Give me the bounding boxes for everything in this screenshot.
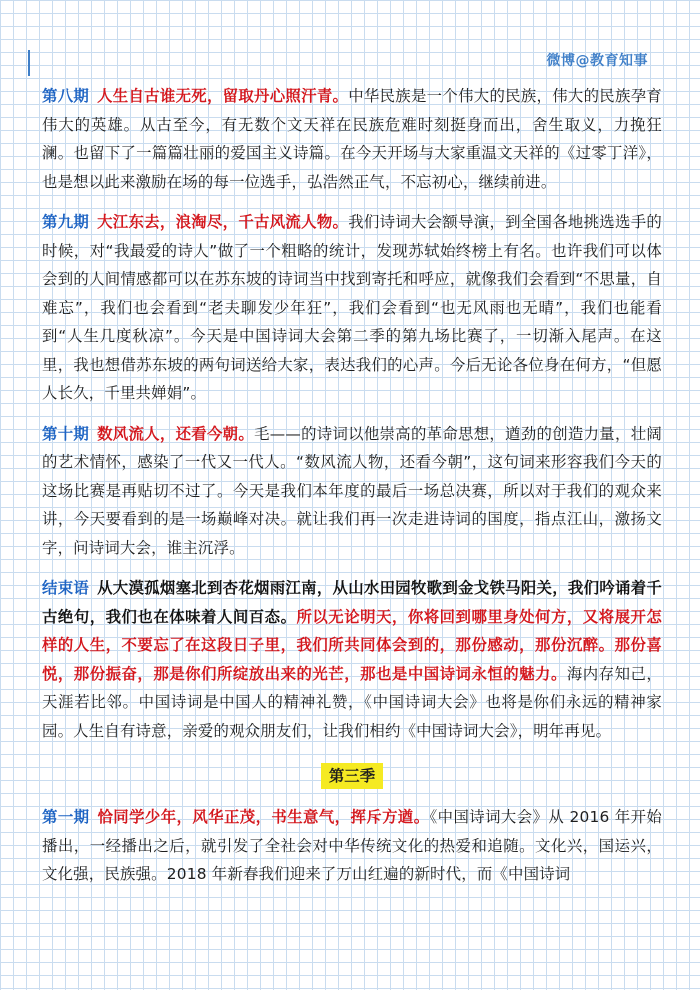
section-text: 我们诗词大会额导演，到全国各地挑选选手的时候，对“我最爱的诗人”做了一个粗略的统计，发现苏轼始终榜上有名。也许我们可以体会到的人间情感都可以在苏东坡的诗词当中找到寄托和呼应，就像我们会看到“不思量，自难忘”，我们也会看到“老夫聊发少年狂”，我们会看到“也无风雨也无晴”，我们也能看到“人生几度秋凉”。今天是中国诗词大会第二季的第九场比赛了，一切渐入尾声。在这里，我也想借苏东坡的两句词送给大家，表达我们的心声。今后无论各位身在何方，“但愿人长久，千里共婵娟”。 bbox=[42, 213, 662, 402]
section-bold-text: 从大漠孤烟塞北到杏花烟雨江南，从山水田园牧歌到金戈铁马阳关，我们吟诵着千古绝句，我们也在体味着人间百态。 bbox=[42, 579, 662, 626]
season-heading-wrap bbox=[42, 763, 662, 789]
section-text: 毛——的诗词以他崇高的革命思想，遒劲的创造力量，壮阔的艺术情怀，感染了一代又一代人。“数风流人物，还看今朝”，这句词来形容我们今天的这场比赛是再贴切不过了。今天是我们本年度的最后一场总决赛，所以对于我们的观众来讲，今天要看到的是一场巅峰对决。就让我们再一次走进诗词的国度，指点江山，激扬文字，问诗词大会，谁主沉浮。 bbox=[42, 424, 662, 557]
section-label: 第九期 bbox=[42, 213, 90, 231]
section-headline: 所以无论明天，你将回到哪里身处何方，又将展开怎样的人生，不要忘了在这段日子里，我们所共同体会到的，那份感动，那份沉醉。那份喜悦，那份振奋，那是你们所绽放出来的光芒，那也是中国诗词永恒的魅力。 bbox=[42, 607, 662, 683]
section-label: 结束语 bbox=[42, 579, 90, 597]
section-text: 《中国诗词大会》从 2016 年开始播出，一经播出之后，就引发了全社会对中华传统文化的热爱和追随。文化兴，国运兴，文化强，民族强。2018 年新春我们迎来了万山红遍的新时代，而《中国诗词 bbox=[42, 808, 663, 883]
section-headline: 恰同学少年，风华正茂，书生意气，挥斥方遒。 bbox=[97, 808, 430, 826]
section-label: 第八期 bbox=[42, 87, 90, 105]
document-body bbox=[42, 82, 662, 901]
season-heading: 第三季 bbox=[321, 763, 383, 789]
section-label: 第十期 bbox=[42, 424, 90, 443]
left-accent-rule bbox=[28, 50, 30, 76]
watermark: 微博@教育知事 bbox=[546, 53, 648, 69]
section-text: 中华民族是一个伟大的民族，伟大的民族孕育伟大的英雄。从古至今，有无数个文天祥在民族危难时刻挺身而出，舍生取义，力挽狂澜。也留下了一篇篇壮丽的爱国主义诗篇。在今天开场与大家重温文天祥的《过零丁洋》，也是想以此来激励在场的每一位选手，弘浩然正气，不忘初心，继续前进。 bbox=[42, 87, 662, 191]
section-season3-episode-1 bbox=[42, 803, 662, 889]
section-headline: 大江东去，浪淘尽，千古风流人物。 bbox=[97, 213, 349, 231]
section-headline: 人生自古谁无死，留取丹心照汗青。 bbox=[97, 87, 349, 105]
section-episode-8 bbox=[42, 82, 662, 196]
section-headline: 数风流人，还看今朝。 bbox=[97, 424, 255, 443]
section-episode-9 bbox=[42, 208, 662, 408]
section-label: 第一期 bbox=[42, 808, 90, 826]
section-text: 海内存知己，天涯若比邻。中国诗词是中国人的精神礼赞，《中国诗词大会》也将是你们永远的精神家园。人生自有诗意，亲爱的观众朋友们，让我们相约《中国诗词大会》，明年再见。 bbox=[42, 664, 662, 740]
section-episode-10 bbox=[42, 420, 662, 563]
section-closing-remarks bbox=[42, 574, 662, 745]
